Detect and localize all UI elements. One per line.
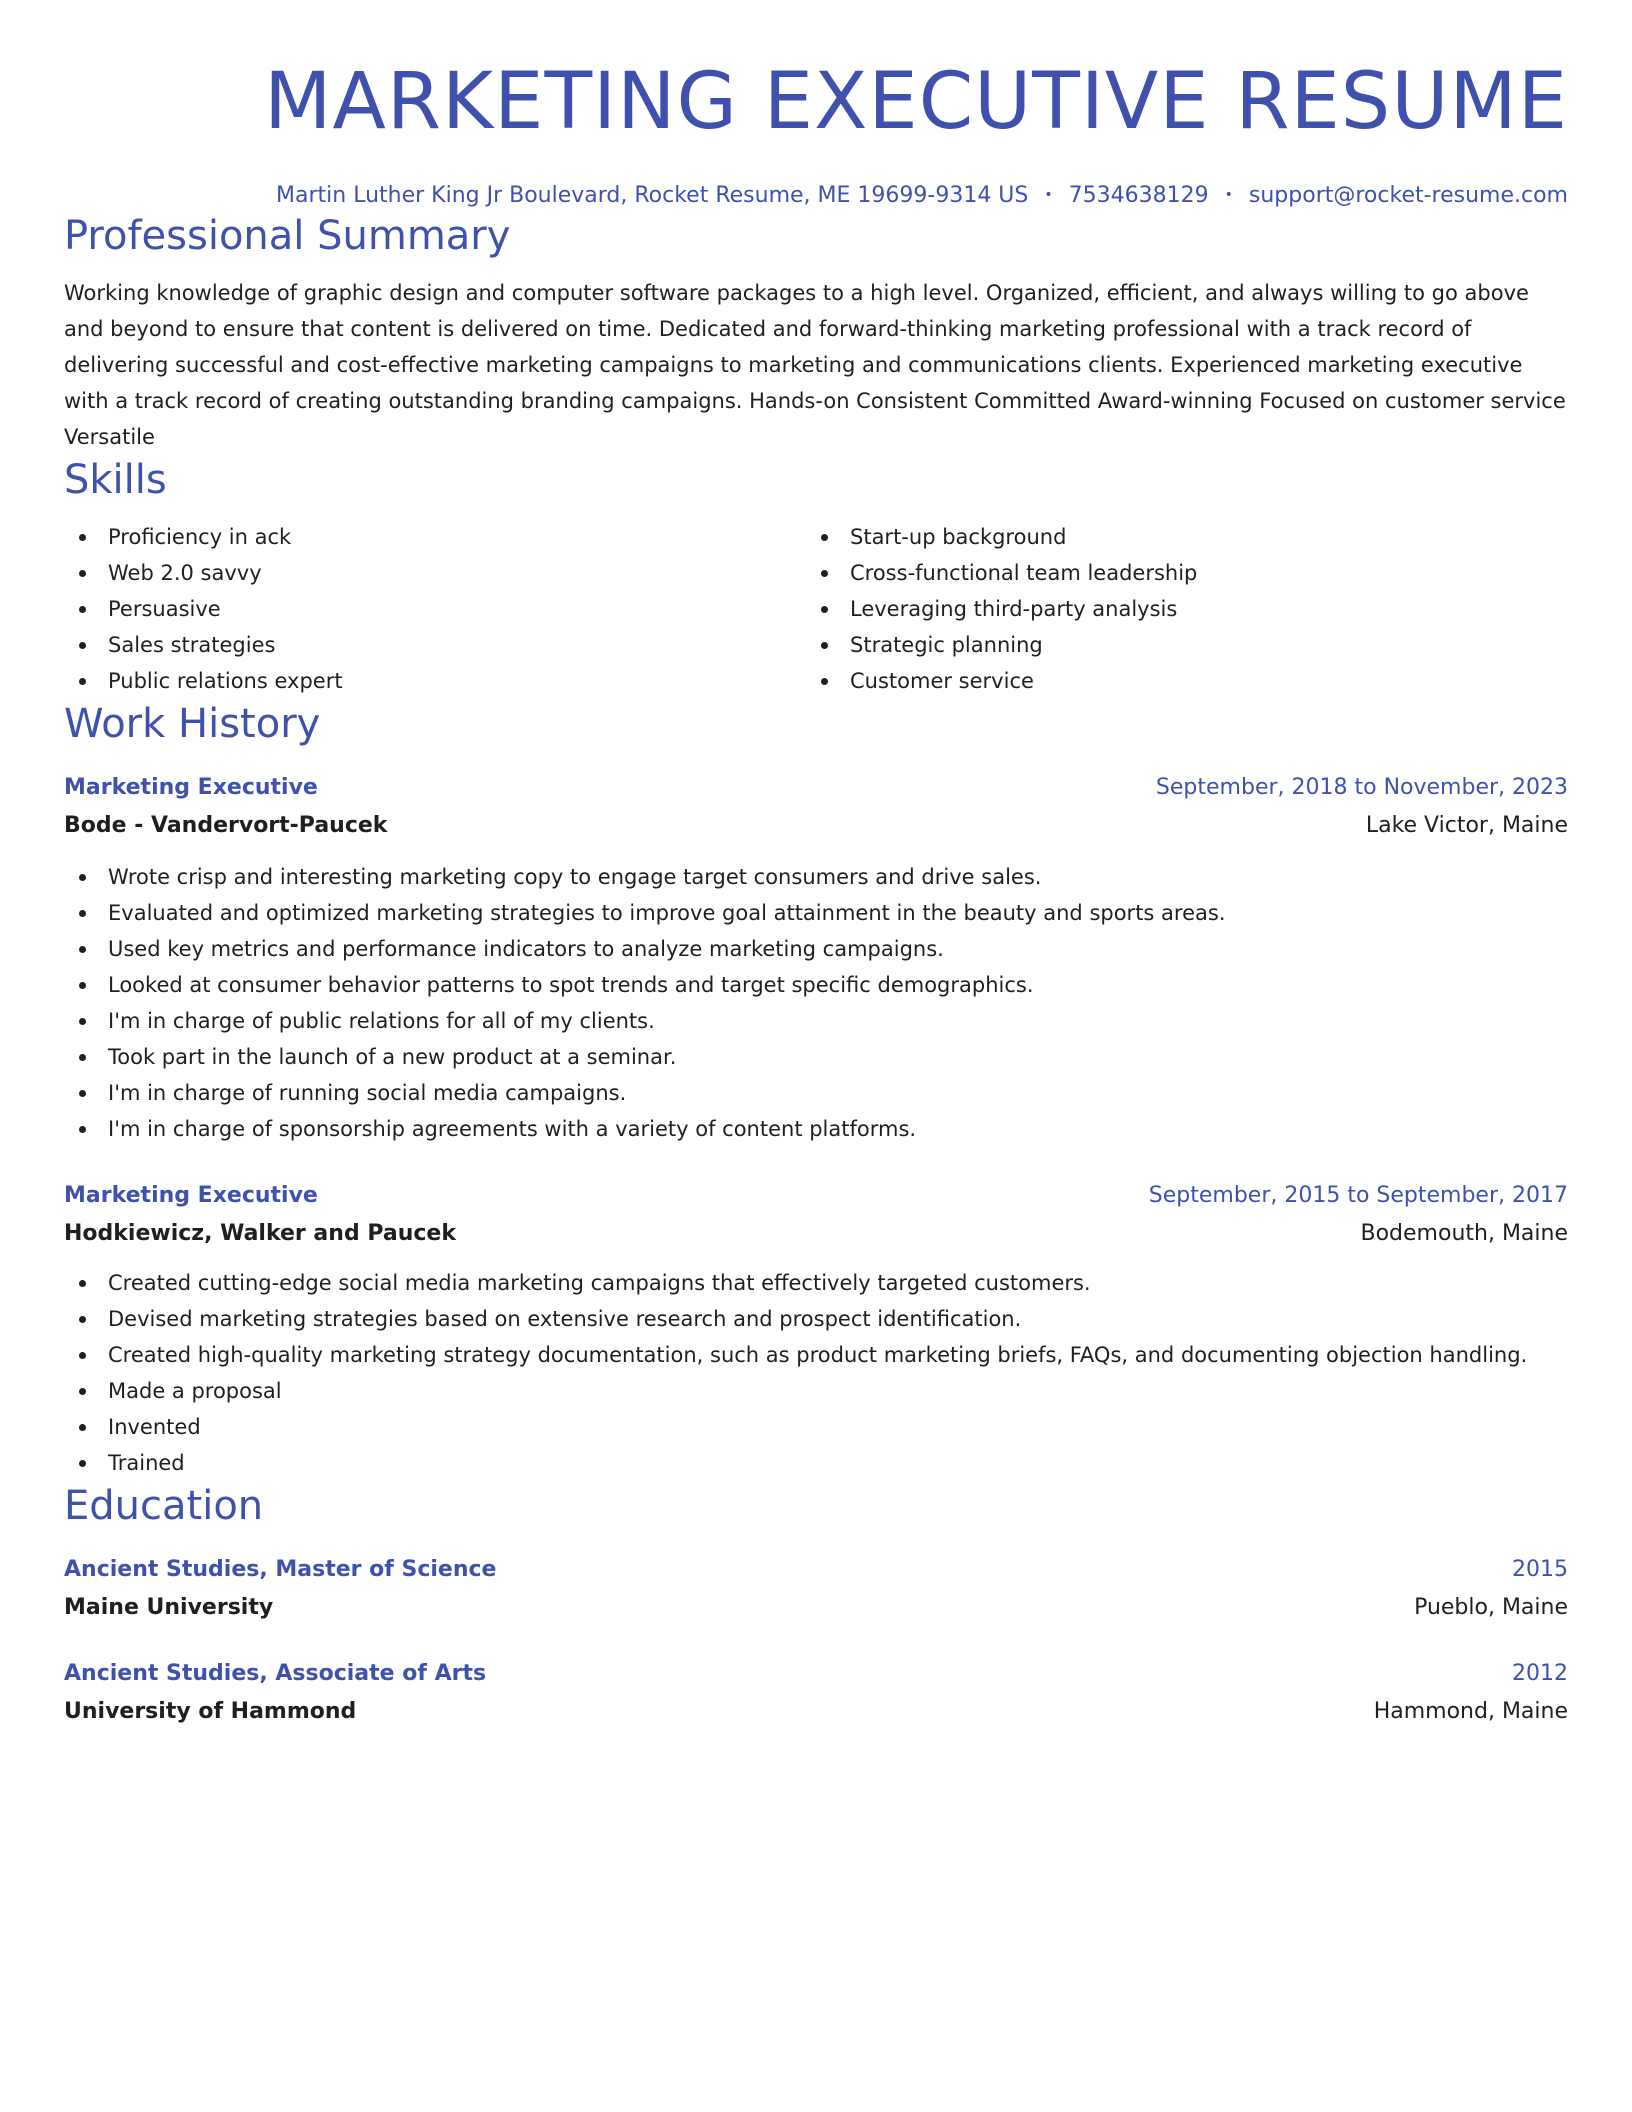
job-dates: September, 2018 to November, 2023	[1155, 775, 1568, 800]
job-role: Marketing Executive	[64, 775, 318, 800]
job-company: Hodkiewicz, Walker and Paucek	[64, 1221, 456, 1246]
skills-column-right	[806, 519, 1548, 699]
contact-phone: 7534638129	[1068, 183, 1209, 208]
education-location: Hammond, Maine	[1373, 1699, 1568, 1724]
contact-separator: •	[1224, 187, 1233, 203]
job-duty: I'm in charge of running social media campaigns.	[64, 1075, 1568, 1111]
job-duty: Created cutting-edge social media marketing campaigns that effectively targeted customers.	[64, 1265, 1568, 1301]
job-entry	[64, 1177, 1568, 1481]
skills-heading: Skills	[64, 457, 167, 503]
education-entry	[64, 1655, 1568, 1731]
job-company: Bode - Vandervort-Paucek	[64, 813, 388, 838]
job-duty: Created high-quality marketing strategy documentation, such as product marketing briefs, FAQs, and documenting objection handling.	[64, 1337, 1568, 1373]
job-duty: Looked at consumer behavior patterns to spot trends and target specific demographics.	[64, 967, 1568, 1003]
job-duty: Evaluated and optimized marketing strategies to improve goal attainment in the beauty and sports areas.	[64, 895, 1568, 931]
skill-item: Public relations expert	[64, 663, 806, 699]
job-duties	[64, 1265, 1568, 1481]
summary-heading: Professional Summary	[64, 213, 511, 259]
education-header	[64, 1551, 1568, 1589]
job-duty: Used key metrics and performance indicators to analyze marketing campaigns.	[64, 931, 1568, 967]
summary-text: Working knowledge of graphic design and computer software packages to a high level. Organized, efficient, and always willing to go above and beyond to ensure that content is delivered on time. Dedicated and forward-thinking marketing professional with a track record of delivering successful and cost-effective marketing campaigns to marketing and communications clients. Experienced marketing executive with a track record of creating outstanding branding campaigns. Hands-on Consistent Committed Award-winning Focused on customer service Versatile	[64, 281, 1566, 449]
job-duty: Made a proposal	[64, 1373, 1568, 1409]
education-location: Pueblo, Maine	[1414, 1595, 1568, 1620]
contact-separator: •	[1044, 187, 1053, 203]
job-header	[64, 769, 1568, 807]
education-entry	[64, 1551, 1568, 1627]
job-duty: I'm in charge of sponsorship agreements with a variety of content platforms.	[64, 1111, 1568, 1147]
education-subheader	[64, 1589, 1568, 1627]
resume-title: MARKETING EXECUTIVE RESUME	[264, 57, 1568, 147]
contact-line	[64, 180, 1568, 211]
job-header	[64, 1177, 1568, 1215]
job-duty: Devised marketing strategies based on extensive research and prospect identification.	[64, 1301, 1568, 1337]
skill-item: Customer service	[806, 663, 1548, 699]
job-role: Marketing Executive	[64, 1183, 318, 1208]
contact-address: Martin Luther King Jr Boulevard, Rocket Resume, ME 19699-9314 US	[276, 183, 1029, 208]
job-entry	[64, 769, 1568, 1147]
skill-item: Sales strategies	[64, 627, 806, 663]
job-subheader	[64, 807, 1568, 845]
resume-page	[64, 0, 1568, 1731]
job-duty: Wrote crisp and interesting marketing copy to engage target consumers and drive sales.	[64, 859, 1568, 895]
education-year: 2012	[1512, 1661, 1568, 1686]
contact-email: support@rocket-resume.com	[1248, 183, 1568, 208]
skills-list	[64, 519, 1568, 699]
job-duty: I'm in charge of public relations for all of my clients.	[64, 1003, 1568, 1039]
job-subheader	[64, 1215, 1568, 1253]
job-duty: Trained	[64, 1445, 1568, 1481]
education-degree: Ancient Studies, Master of Science	[64, 1557, 497, 1582]
education-header	[64, 1655, 1568, 1693]
education-year: 2015	[1512, 1557, 1568, 1582]
education-subheader	[64, 1693, 1568, 1731]
skill-item: Strategic planning	[806, 627, 1548, 663]
education-school: University of Hammond	[64, 1699, 357, 1724]
job-duty: Took part in the launch of a new product at a seminar.	[64, 1039, 1568, 1075]
skill-item: Proficiency in ack	[64, 519, 806, 555]
skill-item: Leveraging third-party analysis	[806, 591, 1548, 627]
job-dates: September, 2015 to September, 2017	[1148, 1183, 1568, 1208]
job-location: Bodemouth, Maine	[1360, 1221, 1568, 1246]
skills-column-left	[64, 519, 806, 699]
education-heading: Education	[64, 1483, 264, 1529]
job-duty: Invented	[64, 1409, 1568, 1445]
job-location: Lake Victor, Maine	[1365, 813, 1568, 838]
education-degree: Ancient Studies, Associate of Arts	[64, 1661, 487, 1686]
skill-item: Persuasive	[64, 591, 806, 627]
skill-item: Start-up background	[806, 519, 1548, 555]
work-history-heading: Work History	[64, 701, 321, 747]
skill-item: Cross-functional team leadership	[806, 555, 1548, 591]
skill-item: Web 2.0 savvy	[64, 555, 806, 591]
job-duties	[64, 859, 1568, 1147]
education-school: Maine University	[64, 1595, 274, 1620]
